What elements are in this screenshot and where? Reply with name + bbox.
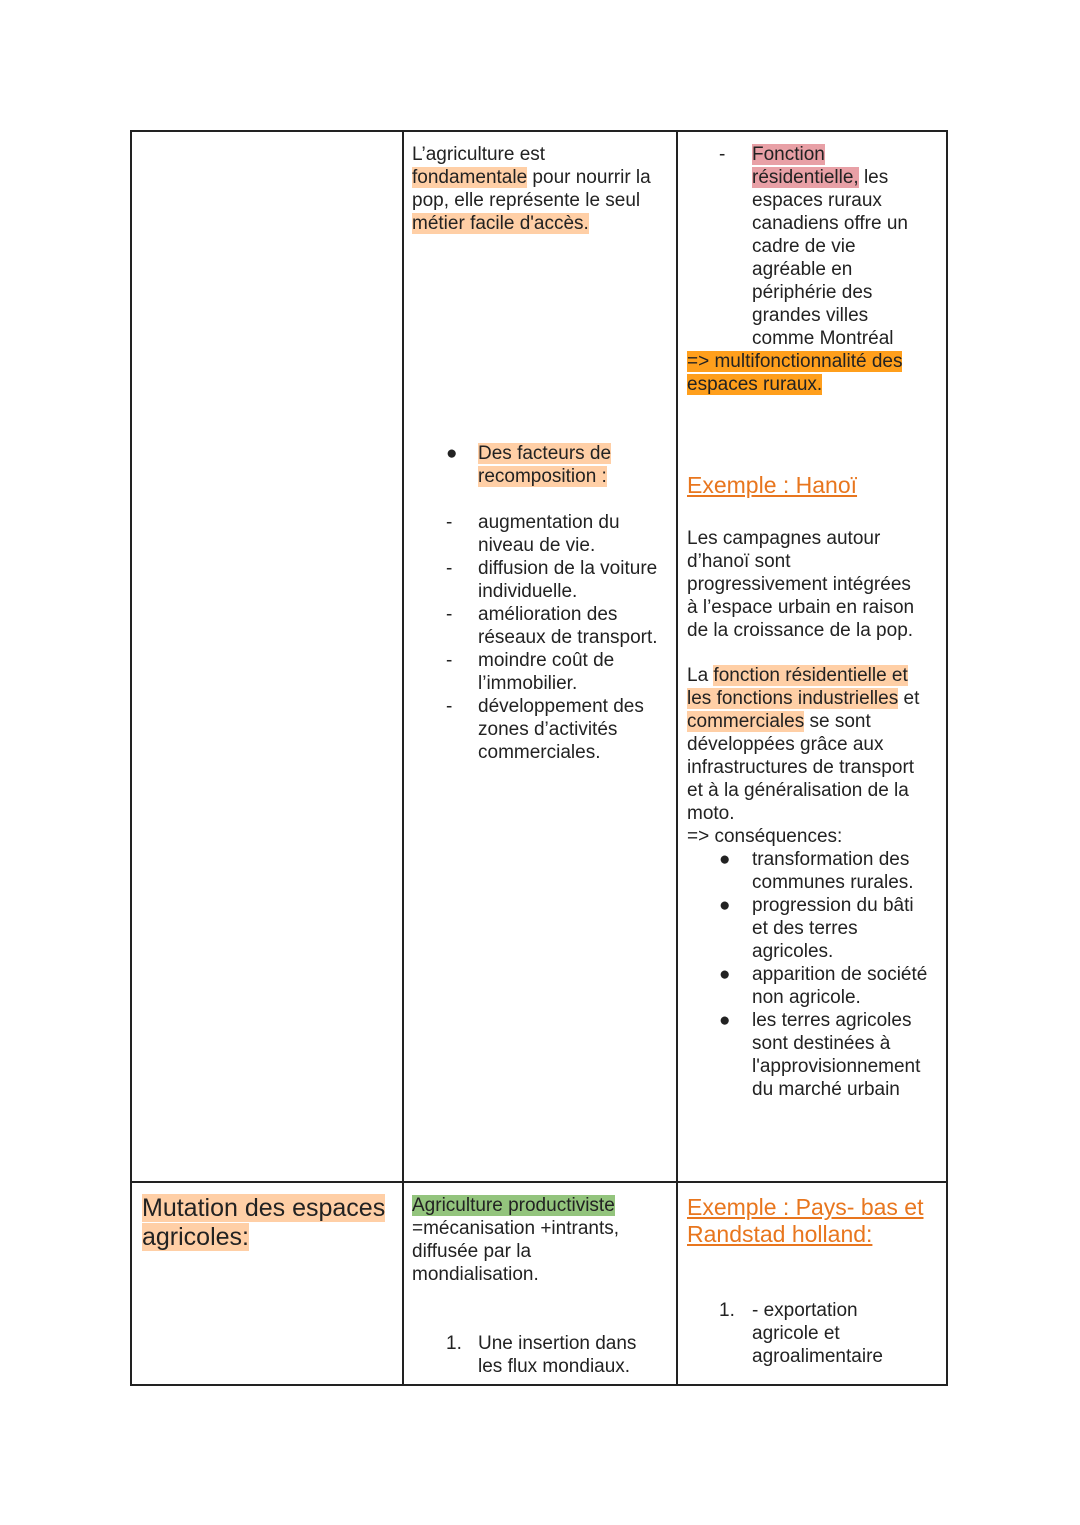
fonction-text: périphérie des bbox=[752, 282, 873, 303]
notes-table bbox=[130, 130, 948, 1386]
list-item-text: et des terres bbox=[752, 918, 858, 939]
paragraph-line: progressivement intégrées bbox=[687, 574, 911, 595]
fonction-text: grandes villes bbox=[752, 305, 869, 326]
fonction-text: cadre de vie bbox=[752, 236, 856, 257]
list-item-text: non agricole. bbox=[752, 987, 861, 1008]
paragraph-line: moto. bbox=[687, 803, 735, 824]
list-item-text: communes rurales. bbox=[752, 872, 914, 893]
item-number: 1. bbox=[719, 1300, 735, 1321]
fonction-text: agréable en bbox=[752, 259, 853, 280]
paragraph-line: =mécanisation +intrants, bbox=[412, 1218, 620, 1239]
list-item-text: les terres agricoles bbox=[752, 1010, 912, 1031]
row2-col2-cell bbox=[412, 1194, 672, 1378]
fonction-text: canadiens offre un bbox=[752, 213, 908, 234]
list-item-text: développement des bbox=[478, 696, 644, 717]
hanoi-paragraph bbox=[687, 527, 943, 642]
column-divider bbox=[402, 132, 404, 1384]
fonction-text: espaces ruraux bbox=[752, 190, 882, 211]
highlight-productiviste: Agriculture productiviste bbox=[412, 1195, 615, 1216]
section-title-text: Mutation des espaces bbox=[142, 1194, 386, 1222]
list-item-text: transformation des bbox=[752, 849, 910, 870]
highlight-metier: métier facile d'accès. bbox=[412, 213, 589, 234]
dot-bullet: ● bbox=[719, 1010, 731, 1031]
prod-line bbox=[412, 1194, 672, 1217]
list-item-text: les flux mondiaux. bbox=[478, 1356, 631, 1377]
intro-line: pop, elle représente le seul bbox=[412, 190, 641, 211]
dash-bullet: - bbox=[446, 558, 453, 579]
list-item-text: apparition de société bbox=[752, 964, 928, 985]
paragraph-line: et à la généralisation de la bbox=[687, 780, 909, 801]
list-item bbox=[687, 848, 943, 894]
paragraph-line: de la croissance de la pop. bbox=[687, 620, 914, 641]
item-number: 1. bbox=[446, 1333, 462, 1354]
factors-title: Des facteurs de bbox=[478, 443, 612, 464]
highlight-residentielle: résidentielle, bbox=[752, 167, 859, 188]
row1-col3-cell bbox=[687, 143, 943, 1101]
paragraph-line: Les campagnes autour bbox=[687, 528, 881, 549]
section-title-text: agricoles: bbox=[142, 1223, 249, 1251]
list-item-text: Une insertion dans bbox=[478, 1333, 637, 1354]
multifonction-line bbox=[687, 350, 943, 373]
list-item-text: individuelle. bbox=[478, 581, 578, 602]
numbered-item bbox=[412, 1332, 672, 1378]
list-item bbox=[687, 894, 943, 963]
example-paysbas-title: Exemple : Pays- bas et bbox=[687, 1194, 924, 1220]
highlight-commerciales: commerciales bbox=[687, 711, 805, 732]
dot-bullet: ● bbox=[719, 964, 731, 985]
intro-line bbox=[412, 212, 672, 235]
dash-bullet: - bbox=[446, 650, 453, 671]
section-title bbox=[142, 1194, 397, 1223]
list-item-text: agricoles. bbox=[752, 941, 834, 962]
highlight-fondamentale: fondamentale bbox=[412, 167, 528, 188]
list-item bbox=[412, 557, 672, 603]
list-item-text: réseaux de transport. bbox=[478, 627, 658, 648]
example-hanoi-title: Exemple : Hanoï bbox=[687, 472, 858, 498]
intro-line bbox=[412, 166, 672, 189]
row-divider bbox=[132, 1181, 946, 1183]
list-item-text: amélioration des bbox=[478, 604, 618, 625]
example-paysbas-title: Randstad holland: bbox=[687, 1221, 873, 1247]
dash-bullet: - bbox=[446, 512, 453, 533]
list-item-text: l'approvisionnement bbox=[752, 1056, 921, 1077]
highlight-fonction-residentielle: fonction résidentielle et bbox=[713, 665, 908, 686]
fonction-item bbox=[687, 143, 943, 350]
column-divider bbox=[676, 132, 678, 1384]
row2-col3-cell bbox=[687, 1194, 943, 1368]
intro-line: L’agriculture est bbox=[412, 144, 546, 165]
paragraph-line: d’hanoï sont bbox=[687, 551, 791, 572]
row2-col1-cell bbox=[142, 1194, 397, 1252]
row1-col2-cell bbox=[412, 143, 672, 764]
paragraph-line: développées grâce aux bbox=[687, 734, 884, 755]
dot-bullet: ● bbox=[446, 443, 458, 464]
paragraph-line: infrastructures de transport bbox=[687, 757, 915, 778]
paragraph-line bbox=[687, 687, 943, 710]
paragraph-line: mondialisation. bbox=[412, 1264, 539, 1285]
section-title bbox=[142, 1223, 397, 1252]
list-item-text: sont destinées à bbox=[752, 1033, 891, 1054]
numbered-item bbox=[687, 1299, 943, 1368]
list-item-text: agricole et bbox=[752, 1323, 840, 1344]
list-item bbox=[687, 963, 943, 1009]
paragraph-line bbox=[687, 710, 943, 733]
dash-bullet: - bbox=[719, 144, 726, 165]
list-item bbox=[412, 649, 672, 695]
highlight-multifonction: espaces ruraux. bbox=[687, 374, 823, 395]
factors-title: recomposition : bbox=[478, 466, 607, 487]
list-item-text: niveau de vie. bbox=[478, 535, 596, 556]
list-item-text: commerciales. bbox=[478, 742, 601, 763]
list-item-text: augmentation du bbox=[478, 512, 620, 533]
list-item-text: zones d’activités bbox=[478, 719, 618, 740]
consequences-list bbox=[687, 848, 943, 1101]
functions-paragraph bbox=[687, 664, 943, 848]
list-item-text: - exportation bbox=[752, 1300, 858, 1321]
paragraph-line: diffusée par la bbox=[412, 1241, 532, 1262]
dot-bullet: ● bbox=[719, 849, 731, 870]
list-item bbox=[687, 1009, 943, 1101]
factors-list bbox=[412, 511, 672, 764]
paragraph-text: La bbox=[687, 665, 714, 686]
dot-bullet: ● bbox=[719, 895, 731, 916]
list-item-text: moindre coût de bbox=[478, 650, 615, 671]
list-item-text: diffusion de la voiture bbox=[478, 558, 658, 579]
paragraph-text: se sont bbox=[804, 711, 871, 732]
list-item-text: l’immobilier. bbox=[478, 673, 578, 694]
paragraph-text: et bbox=[898, 688, 920, 709]
list-item-text: progression du bâti bbox=[752, 895, 914, 916]
list-item bbox=[412, 511, 672, 557]
list-item bbox=[412, 695, 672, 764]
paragraph-line: => conséquences: bbox=[687, 826, 843, 847]
paragraph-line bbox=[687, 664, 943, 687]
dash-bullet: - bbox=[446, 696, 453, 717]
fonction-text: les bbox=[858, 167, 889, 188]
list-item bbox=[412, 603, 672, 649]
multifonction-line bbox=[687, 373, 943, 396]
paragraph-line: à l’espace urbain en raison bbox=[687, 597, 915, 618]
dash-bullet: - bbox=[446, 604, 453, 625]
intro-text: pour nourrir la bbox=[527, 167, 651, 188]
highlight-fonction: Fonction bbox=[752, 144, 825, 165]
factors-heading bbox=[412, 442, 672, 488]
fonction-text: comme Montréal bbox=[752, 328, 894, 349]
highlight-fonctions-industrielles: les fonctions industrielles bbox=[687, 688, 899, 709]
list-item-text: agroalimentaire bbox=[752, 1346, 883, 1367]
highlight-multifonction: => multifonctionnalité des bbox=[687, 351, 903, 372]
list-item-text: du marché urbain bbox=[752, 1079, 900, 1100]
